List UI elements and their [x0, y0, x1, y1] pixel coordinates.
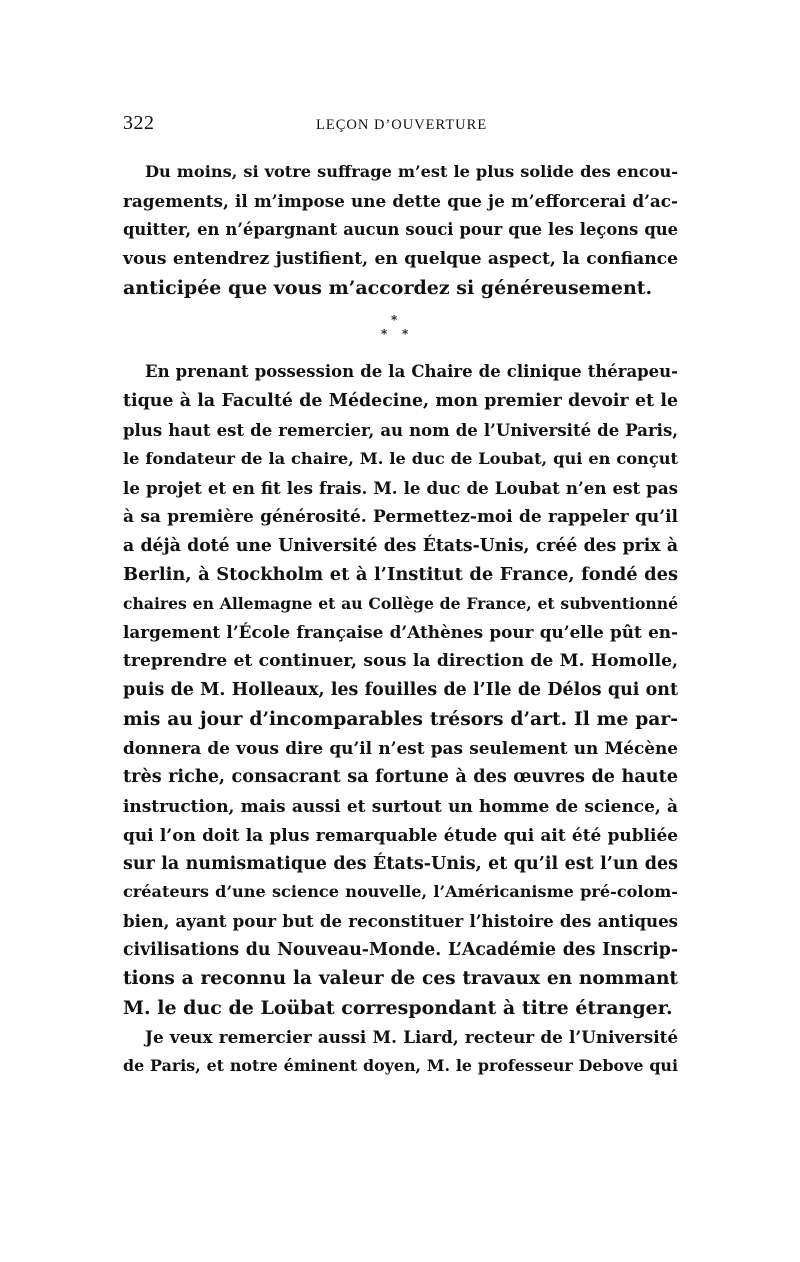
text-line: Je veux remercier aussi M. Liard, recteur de l’Université	[145, 1026, 678, 1047]
text-line: tions a reconnu la valeur de ces travaux en nommant	[123, 968, 678, 990]
text-line: chaires en Allemagne et au Collège de France, et subventionné	[123, 593, 678, 613]
text-line: le fondateur de la chaire, M. le duc de Loubat, qui en conçut	[123, 449, 678, 469]
text-line: créateurs d’une science nouvelle, l’Américanisme pré-colom-	[123, 882, 678, 902]
paragraph-3	[123, 1023, 678, 1081]
text-line: très riche, consacrant sa fortune à des œuvres de haute	[123, 765, 678, 787]
text-line: M. le duc de Loübat correspondant à titre étranger.	[123, 997, 673, 1020]
text-line: à sa première générosité. Permettez-moi de rappeler qu’il	[123, 506, 678, 527]
text-line: donnera de vous dire qu’il n’est pas seulement un Mécène	[123, 738, 678, 759]
text-line: tique à la Faculté de Médecine, mon premier devoir et le	[123, 391, 678, 412]
page-number: 322	[123, 112, 155, 134]
text-line: plus haut est de remercier, au nom de l’Université de Paris,	[123, 420, 678, 441]
text-line: Du moins, si votre suffrage m’est le plus solide des encou-	[145, 162, 678, 181]
text-line: instruction, mais aussi et surtout un homme de science, à	[123, 795, 678, 816]
text-line: vous entendrez justifient, en quelque aspect, la confiance	[123, 248, 678, 269]
paragraph-1	[123, 158, 678, 302]
text-line: qui l’on doit la plus remarquable étude qui ait été publiée	[123, 824, 678, 845]
text-line: le projet et en fit les frais. M. le duc de Loubat n’en est pas	[123, 478, 678, 499]
text-line: treprendre et continuer, sous la direction de M. Homolle,	[123, 651, 678, 672]
running-title: LEÇON D’OUVERTURE	[316, 117, 488, 133]
text-line: sur la numismatique des États-Unis, et qu’il est l’un des	[123, 853, 678, 874]
asterism-star: *	[381, 327, 388, 342]
text-line: largement l’École française d’Athènes pour qu’elle pût en-	[123, 622, 678, 643]
text-line: En prenant possession de la Chaire de clinique thérapeu-	[145, 362, 678, 382]
text-line: de Paris, et notre éminent doyen, M. le professeur Debove qui	[123, 1055, 678, 1075]
paragraph-2	[123, 358, 678, 1022]
text-line: bien, ayant pour but de reconstituer l’histoire des antiques	[123, 911, 678, 932]
text-line: a déjà doté une Université des États-Unis, créé des prix à	[123, 535, 678, 556]
text-line: Berlin, à Stockholm et à l’Institut de France, fondé des	[123, 563, 678, 585]
text-line: puis de M. Holleaux, les fouilles de l’Ile de Délos qui ont	[123, 680, 678, 701]
asterism-star: *	[391, 313, 398, 328]
text-line: mis au jour d’incomparables trésors d’art. Il me par-	[123, 708, 678, 731]
section-asterism	[123, 302, 678, 358]
asterism-star: *	[402, 327, 409, 342]
running-head	[123, 112, 678, 138]
text-line: civilisations du Nouveau-Monde. L’Académie des Inscrip-	[123, 940, 678, 961]
text-line: ragements, il m’impose une dette que je m’efforcerai d’ac-	[123, 190, 678, 211]
book-page	[123, 112, 678, 1081]
text-line: quitter, en n’épargnant aucun souci pour que les leçons que	[123, 219, 678, 239]
text-line: anticipée que vous m’accordez si généreusement.	[123, 276, 653, 299]
